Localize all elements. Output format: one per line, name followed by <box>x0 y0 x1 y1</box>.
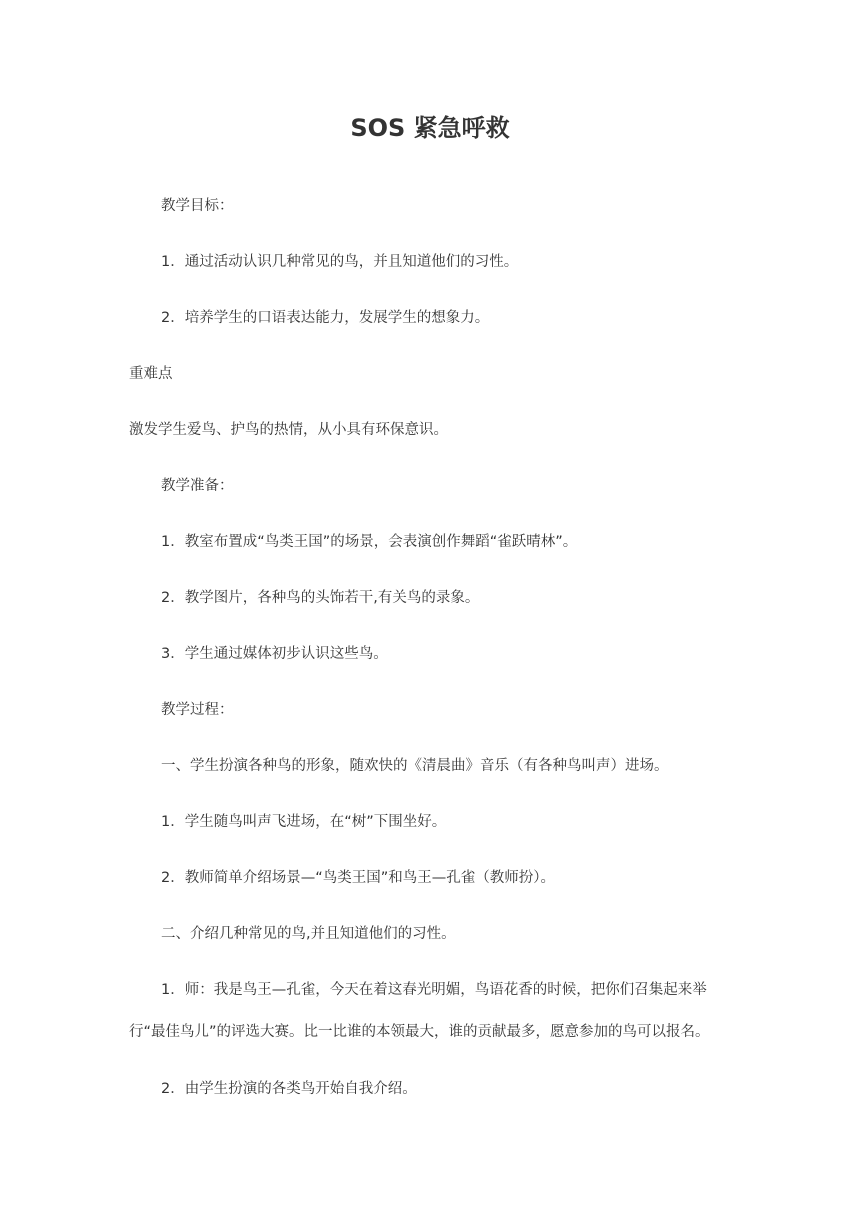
section-heading-process: 教学过程： <box>161 702 234 718</box>
process-step-2-item-1-line-1: 1．师：我是鸟王—孔雀，今天在着这春光明媚，鸟语花香的时候，把你们召集起来举 <box>161 982 707 998</box>
preparation-item-2: 2．教学图片，各种鸟的头饰若干,有关鸟的录象。 <box>161 590 480 606</box>
page-title: SOS 紧急呼救 <box>350 114 510 142</box>
objective-item-2: 2．培养学生的口语表达能力，发展学生的想象力。 <box>161 310 490 326</box>
process-step-1: 一、学生扮演各种鸟的形象，随欢快的《清晨曲》音乐（有各种鸟叫声）进场。 <box>161 758 669 774</box>
process-step-2-item-2: 2．由学生扮演的各类鸟开始自我介绍。 <box>161 1081 417 1097</box>
section-heading-preparation: 教学准备： <box>161 478 234 494</box>
process-step-1-item-2: 2．教师简单介绍场景—“鸟类王国”和鸟王—孔雀（教师扮）。 <box>161 870 555 886</box>
section-heading-key-points: 重难点 <box>129 366 173 382</box>
preparation-item-1: 1．教室布置成“鸟类王国”的场景，会表演创作舞蹈“雀跃晴林”。 <box>161 534 578 550</box>
process-step-2-item-1-line-2: 行“最佳鸟儿”的评选大赛。比一比谁的本领最大，谁的贡献最多，愿意参加的鸟可以报名。 <box>129 1024 710 1040</box>
process-step-2: 二、介绍几种常见的鸟,并且知道他们的习性。 <box>161 926 456 942</box>
key-points-text: 激发学生爱鸟、护鸟的热情，从小具有环保意识。 <box>129 422 448 438</box>
preparation-item-3: 3．学生通过媒体初步认识这些鸟。 <box>161 646 388 662</box>
objective-item-1: 1．通过活动认识几种常见的鸟，并且知道他们的习性。 <box>161 254 519 270</box>
process-step-1-item-1: 1．学生随鸟叫声飞进场，在“树”下围坐好。 <box>161 814 447 830</box>
section-heading-objectives: 教学目标： <box>161 198 234 214</box>
